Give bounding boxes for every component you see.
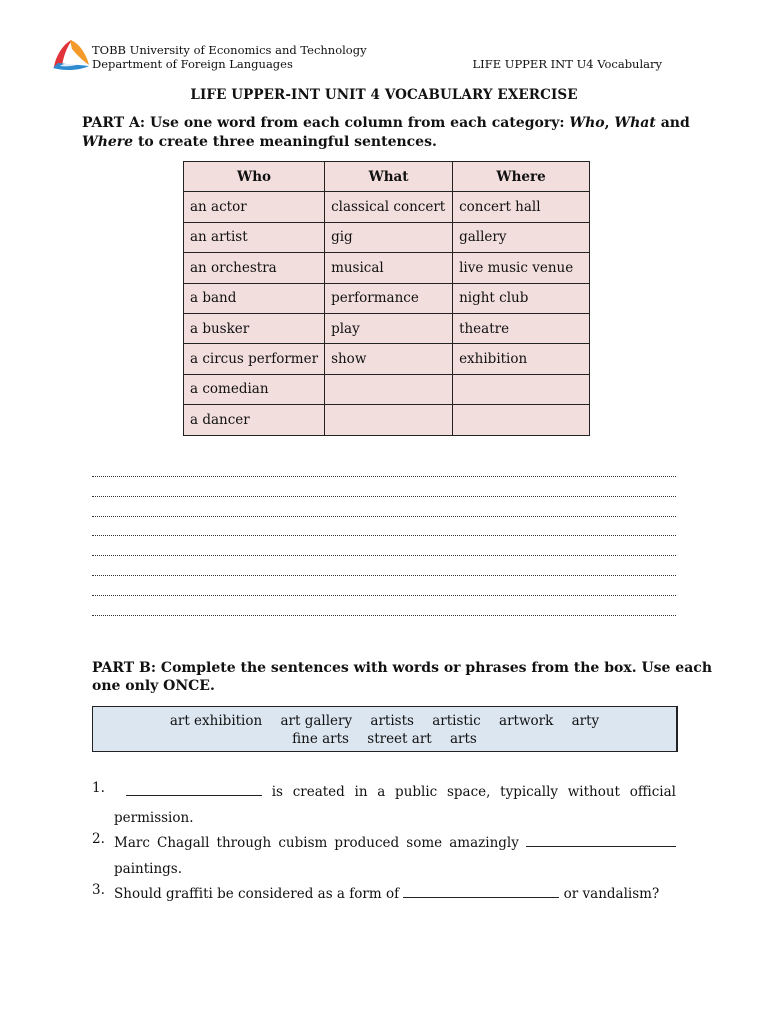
table-cell: theatre	[453, 313, 590, 343]
vocabulary-table	[183, 161, 590, 436]
sentence-item	[92, 780, 676, 831]
sentence-list	[92, 780, 676, 908]
category-where: Where	[82, 134, 134, 150]
institution-name: TOBB University of Economics and Technology	[92, 43, 367, 57]
table-cell	[453, 405, 590, 435]
table-cell: concert hall	[453, 192, 590, 222]
department-name: Department of Foreign Languages	[92, 57, 293, 71]
table-cell: an orchestra	[184, 253, 325, 283]
sentence-fragment: Marc Chagall through cubism produced some amazingly	[114, 835, 526, 851]
table-row	[184, 313, 590, 343]
category-what: What	[614, 115, 656, 131]
table-cell: gig	[325, 222, 453, 252]
table-row	[184, 344, 590, 374]
word-box-row	[93, 713, 676, 729]
sentence-fragment: or vandalism?	[559, 886, 660, 902]
institution-block	[92, 43, 367, 71]
document-label: LIFE UPPER INT U4 Vocabulary	[472, 57, 662, 71]
table-cell: an artist	[184, 222, 325, 252]
word-option: arty	[571, 713, 600, 729]
column-header-where: Where	[453, 162, 590, 192]
category-who: Who	[569, 115, 605, 131]
answer-blank[interactable]	[403, 885, 559, 898]
sentence-item	[92, 831, 676, 882]
tobb-university-logo-icon	[50, 37, 92, 73]
part-a-prefix: PART A: Use one word from each column from each category:	[82, 115, 570, 131]
table-cell: night club	[453, 283, 590, 313]
sentence-continuation: permission.	[114, 809, 194, 826]
table-cell: a comedian	[184, 374, 325, 404]
word-option: arts	[450, 731, 477, 747]
column-header-who: Who	[184, 162, 325, 192]
sentence-number: 2.	[92, 831, 105, 847]
word-option: artwork	[499, 713, 554, 729]
table-header-row	[184, 162, 590, 192]
table-row	[184, 405, 590, 435]
sentence-continuation: paintings.	[114, 860, 183, 877]
sentence-item	[92, 882, 676, 908]
table-cell: a band	[184, 283, 325, 313]
table-cell: performance	[325, 283, 453, 313]
table-cell	[325, 405, 453, 435]
table-cell: a circus performer	[184, 344, 325, 374]
table-cell	[325, 374, 453, 404]
word-option: fine arts	[292, 731, 349, 747]
answer-line[interactable]	[92, 516, 676, 517]
answer-line[interactable]	[92, 575, 676, 576]
answer-line[interactable]	[92, 555, 676, 556]
column-header-what: What	[325, 162, 453, 192]
part-b-instruction: PART B: Complete the sentences with words or phrases from the box. Use each one only ONCE.	[92, 660, 712, 694]
table-cell: a busker	[184, 313, 325, 343]
sentence-text	[114, 882, 676, 908]
conjunction: and	[655, 115, 690, 131]
part-a-instruction	[82, 114, 712, 152]
table-cell: classical concert	[325, 192, 453, 222]
sentence-number: 3.	[92, 882, 105, 898]
sentence-fragment: Should graffiti be considered as a form of	[114, 886, 404, 902]
sentence-fragment: is created in a public space, typically without official	[262, 784, 676, 800]
answer-line[interactable]	[92, 476, 676, 477]
word-option: artistic	[432, 713, 481, 729]
word-option: art gallery	[280, 713, 353, 729]
table-cell: an actor	[184, 192, 325, 222]
sentence-text	[114, 780, 676, 806]
answer-line[interactable]	[92, 535, 676, 536]
word-option: artists	[370, 713, 414, 729]
answer-blank[interactable]	[526, 834, 676, 847]
part-a-suffix: to create three meaningful sentences.	[133, 134, 437, 150]
table-cell: show	[325, 344, 453, 374]
word-option: street art	[367, 731, 432, 747]
table-row	[184, 222, 590, 252]
table-row	[184, 374, 590, 404]
sentence-number: 1.	[92, 780, 105, 796]
word-option: art exhibition	[169, 713, 263, 729]
sentence-text	[114, 831, 676, 857]
word-box-row	[93, 731, 676, 747]
table-cell	[453, 374, 590, 404]
page-title: LIFE UPPER-INT UNIT 4 VOCABULARY EXERCISE	[190, 87, 578, 103]
answer-line[interactable]	[92, 595, 676, 596]
answer-line[interactable]	[92, 496, 676, 497]
table-row	[184, 192, 590, 222]
answer-line[interactable]	[92, 615, 676, 616]
table-cell: live music venue	[453, 253, 590, 283]
word-box	[92, 706, 678, 752]
table-cell: a dancer	[184, 405, 325, 435]
separator: ,	[604, 115, 615, 131]
table-row	[184, 253, 590, 283]
table-cell: play	[325, 313, 453, 343]
answer-blank[interactable]	[126, 783, 262, 796]
table-cell: musical	[325, 253, 453, 283]
table-row	[184, 283, 590, 313]
answer-lines	[92, 466, 676, 634]
table-cell: exhibition	[453, 344, 590, 374]
table-cell: gallery	[453, 222, 590, 252]
